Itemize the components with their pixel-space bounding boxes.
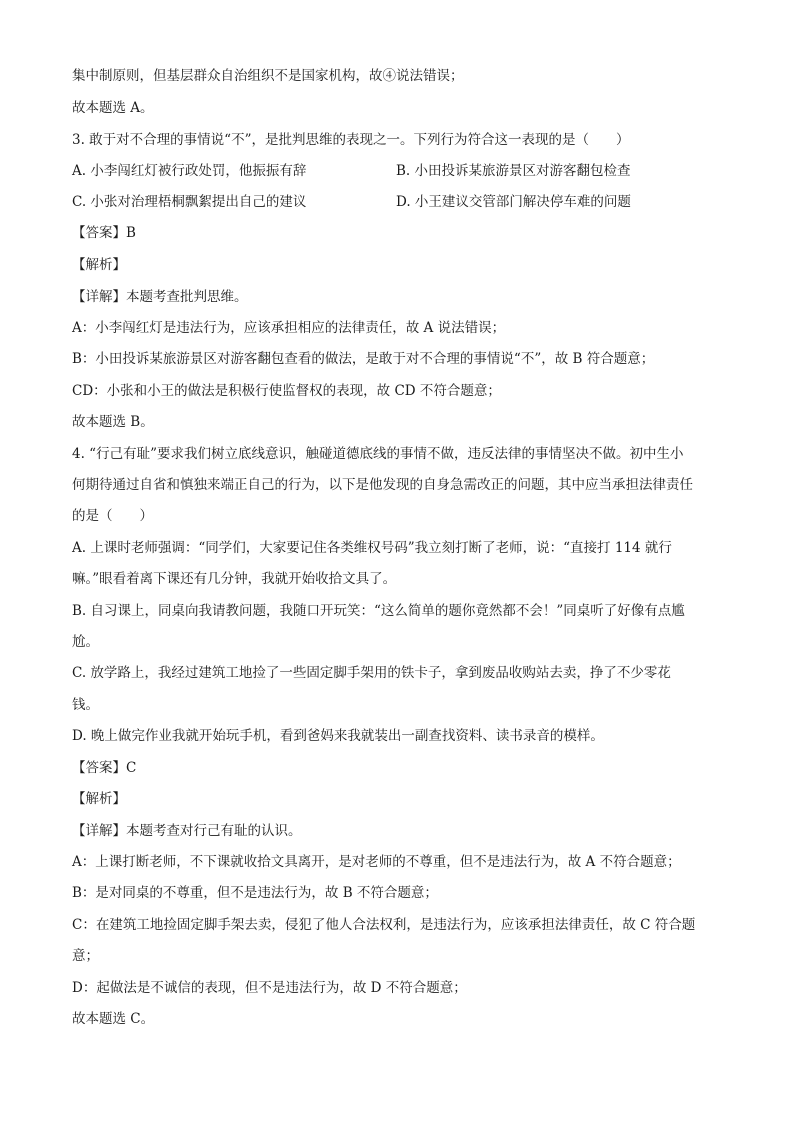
text-line: 故本题选 A。 bbox=[72, 100, 154, 116]
question-3-stem: 3. 敢于对不合理的事情说“不”，是批判思维的表现之一。下列行为符合这一表现的是（ ） bbox=[72, 132, 630, 148]
q4-option-b-line-2: 尬。 bbox=[72, 634, 99, 650]
question-4-stem-line-2: 何期待通过自省和慎独来端正自己的行为，以下是他发现的自身急需改正的问题，其中应当承担法律责任 bbox=[72, 477, 693, 493]
q3-detail: 【详解】本题考查批判思维。 bbox=[72, 289, 248, 305]
q4-explain-c-line-2: 意； bbox=[72, 948, 99, 964]
q3-analysis-heading: 【解析】 bbox=[72, 257, 126, 273]
q4-analysis-heading: 【解析】 bbox=[72, 791, 126, 807]
q4-option-c-line-2: 钱。 bbox=[72, 697, 99, 713]
text-line: 集中制原则，但基层群众自治组织不是国家机构，故④说法错误； bbox=[72, 68, 464, 84]
q3-explain-cd: CD：小张和小王的做法是积极行使监督权的表现，故 CD 不符合题意； bbox=[72, 383, 501, 399]
q4-explain-a: A：上课打断老师，不下课就收拾文具离开，是对老师的不尊重，但不是违法行为，故 A 不符合题意； bbox=[72, 854, 681, 870]
q4-explain-d: D：起做法是不诚信的表现，但不是违法行为，故 D 不符合题意； bbox=[72, 980, 467, 996]
q3-option-a: A. 小李闯红灯被行政处罚，他振振有辞 bbox=[72, 163, 307, 179]
q3-option-c: C. 小张对治理梧桐飘絮提出自己的建议 bbox=[72, 194, 307, 210]
q4-conclusion: 故本题选 C。 bbox=[72, 1011, 155, 1027]
q4-option-d: D. 晚上做完作业我就开始玩手机，看到爸妈来我就装出一副查找资料、读书录音的模样。 bbox=[72, 728, 604, 744]
q4-option-a-line-2: 嘛。”眼看着离下课还有几分钟，我就开始收拾文具了。 bbox=[72, 571, 397, 587]
q4-option-b-line-1: B. 自习课上，同桌向我请教问题，我随口开玩笑：“这么简单的题你竟然都不会！”同桌听了好像有点尴 bbox=[72, 603, 685, 619]
question-4-stem-line-3: 的是（ ） bbox=[72, 508, 153, 524]
q3-option-b: B. 小田投诉某旅游景区对游客翻包检查 bbox=[396, 163, 631, 179]
q3-option-d: D. 小王建议交管部门解决停车难的问题 bbox=[396, 194, 631, 210]
q3-explain-a: A：小李闯红灯是违法行为，应该承担相应的法律责任，故 A 说法错误； bbox=[72, 320, 506, 336]
q3-answer: 【答案】B bbox=[72, 225, 136, 241]
q3-conclusion: 故本题选 B。 bbox=[72, 414, 154, 430]
q4-answer: 【答案】C bbox=[72, 760, 137, 776]
q4-detail: 【详解】本题考查对行己有耻的认识。 bbox=[72, 823, 302, 839]
question-4-stem-line-1: 4. “行己有耻”要求我们树立底线意识，触碰道德底线的事情不做，违反法律的事情坚决不做。初中生小 bbox=[72, 446, 684, 462]
q4-option-c-line-1: C. 放学路上，我经过建筑工地捡了一些固定脚手架用的铁卡子，拿到废品收购站去卖，挣了不少零花 bbox=[72, 665, 671, 681]
q3-explain-b: B：小田投诉某旅游景区对游客翻包查看的做法，是敢于对不合理的事情说“不”，故 B 符合题意； bbox=[72, 351, 655, 367]
q4-explain-b: B：是对同桌的不尊重，但不是违法行为，故 B 不符合题意； bbox=[72, 885, 438, 901]
q4-option-a-line-1: A. 上课时老师强调：“同学们，大家要记住各类维权号码”我立刻打断了老师，说：“直接打 114 就行 bbox=[72, 540, 672, 556]
q4-explain-c-line-1: C：在建筑工地捡固定脚手架去卖，侵犯了他人合法权利，是违法行为，应该承担法律责任，故 C 符合题 bbox=[72, 917, 696, 933]
